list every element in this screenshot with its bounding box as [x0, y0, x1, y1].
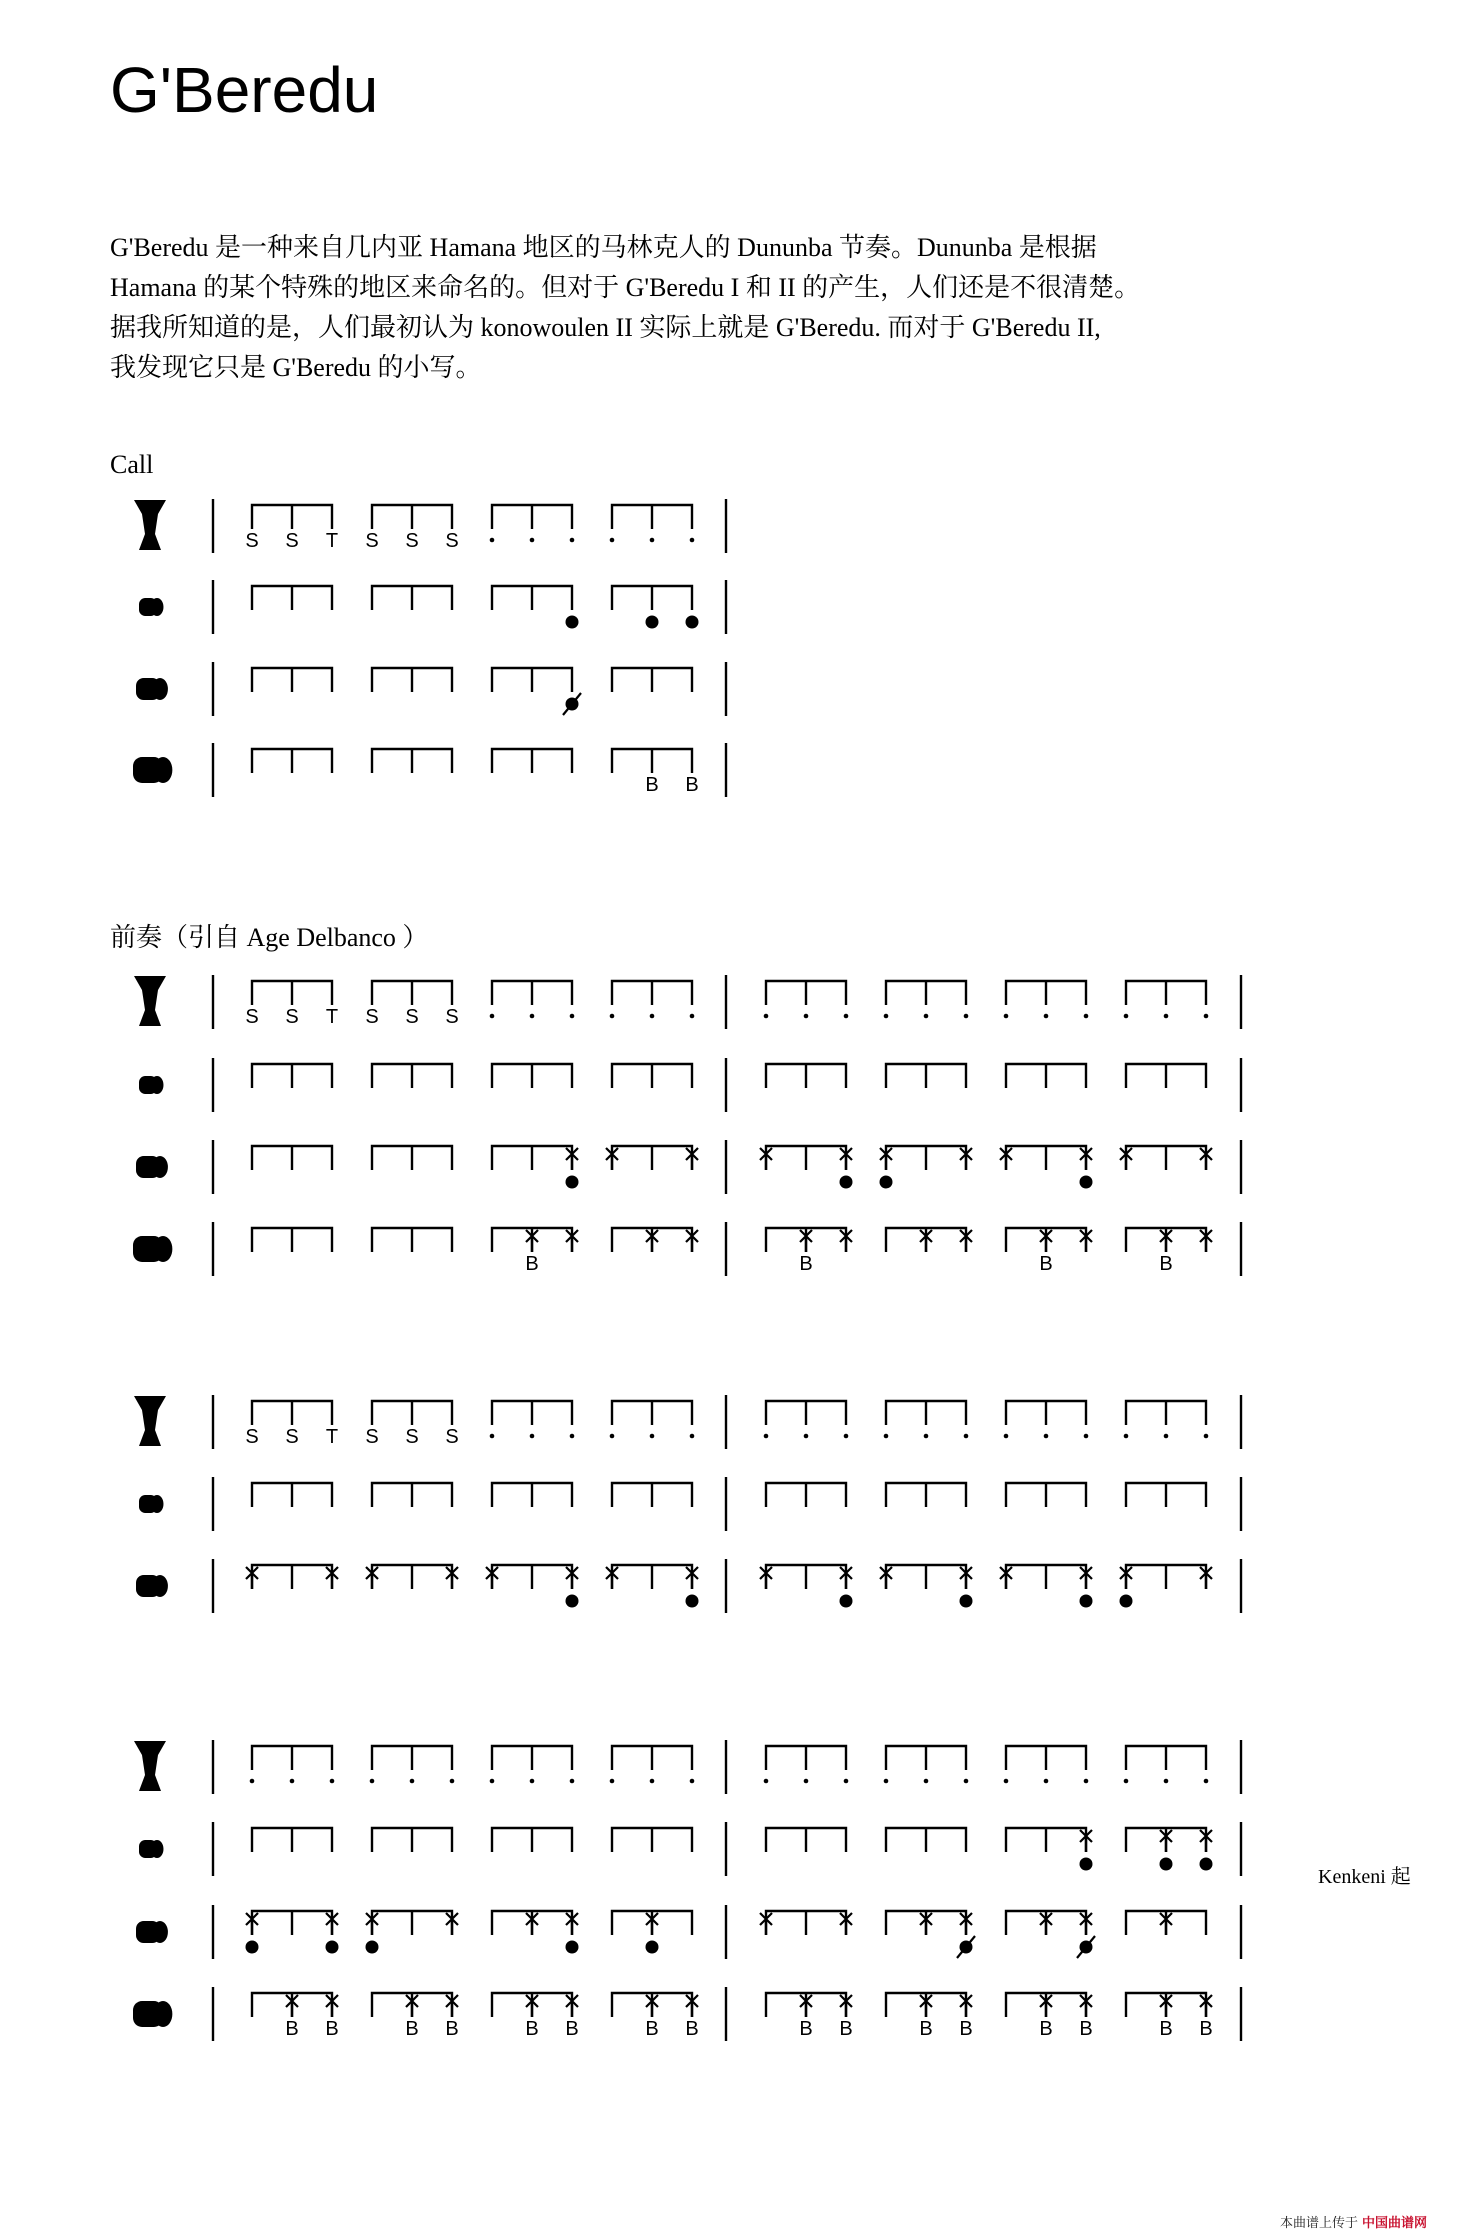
- rest-dot: [1044, 1014, 1049, 1019]
- rest-dot: [1124, 1779, 1129, 1784]
- stroke-label: B: [445, 2018, 459, 2040]
- beat-bracket: [372, 586, 452, 610]
- rest-dot: [530, 1779, 535, 1784]
- beat-bracket: [252, 1064, 332, 1088]
- beat-bracket: [492, 1483, 572, 1507]
- beat-bracket: [766, 1064, 846, 1088]
- stroke-label: S: [285, 1426, 299, 1448]
- rest-dot: [610, 1014, 615, 1019]
- stroke-label: S: [285, 1006, 299, 1028]
- beat-bracket: [492, 1146, 572, 1170]
- beat-bracket: [372, 1146, 452, 1170]
- beat-bracket: [612, 1401, 692, 1425]
- beat-bracket: [1006, 1401, 1086, 1425]
- beat-bracket: [612, 749, 692, 773]
- stroke-label: B: [325, 2018, 339, 2040]
- kenkeni-icon-head: [151, 1840, 164, 1858]
- intro-line: Hamana 的某个特殊的地区来命名的。但对于 G'Beredu I 和 II 的产生，人们还是不很清楚。: [110, 273, 1141, 302]
- beat-bracket: [612, 505, 692, 529]
- beat-bracket: [766, 1146, 846, 1170]
- open-drum-stroke: [960, 1595, 973, 1608]
- djembe-icon: [134, 976, 166, 1026]
- beat-bracket: [492, 1064, 572, 1088]
- rest-dot: [1164, 1014, 1169, 1019]
- intro-line: G'Beredu 是一种来自几内亚 Hamana 地区的马林克人的 Dununba 节奏。Dununba 是根据: [110, 233, 1097, 262]
- rest-dot: [1044, 1779, 1049, 1784]
- rest-dot: [610, 538, 615, 543]
- rest-dot: [924, 1779, 929, 1784]
- stroke-label: B: [565, 2018, 579, 2040]
- stroke-label: S: [405, 530, 419, 552]
- beat-bracket: [766, 1483, 846, 1507]
- beat-bracket: [252, 749, 332, 773]
- open-drum-stroke: [686, 1595, 699, 1608]
- stroke-label: S: [445, 1006, 459, 1028]
- stroke-label: S: [245, 1426, 259, 1448]
- rest-dot: [764, 1434, 769, 1439]
- beat-bracket: [252, 1911, 332, 1935]
- footer-brand: 中国曲谱网: [1362, 2216, 1428, 2231]
- rest-dot: [490, 1779, 495, 1784]
- beat-bracket: [1126, 1401, 1206, 1425]
- rest-dot: [610, 1434, 615, 1439]
- beat-bracket: [1006, 1146, 1086, 1170]
- open-drum-stroke: [566, 1941, 579, 1954]
- open-drum-stroke: [646, 616, 659, 629]
- stroke-label: B: [1159, 2018, 1173, 2040]
- rest-dot: [650, 1779, 655, 1784]
- stroke-label: B: [799, 1253, 813, 1275]
- rest-dot: [570, 1434, 575, 1439]
- beat-bracket: [1006, 1746, 1086, 1770]
- rest-dot: [1084, 1434, 1089, 1439]
- beat-bracket: [252, 1565, 332, 1589]
- beat-bracket: [372, 981, 452, 1005]
- open-drum-stroke: [566, 1595, 579, 1608]
- beat-bracket: [372, 668, 452, 692]
- stroke-label: B: [1079, 2018, 1093, 2040]
- beat-bracket: [1006, 1483, 1086, 1507]
- beat-bracket: [766, 1828, 846, 1852]
- rest-dot: [690, 1014, 695, 1019]
- stroke-label: B: [959, 2018, 973, 2040]
- sangban-icon-head: [152, 1575, 168, 1597]
- stroke-label: S: [365, 530, 379, 552]
- stroke-label: B: [839, 2018, 853, 2040]
- open-drum-stroke: [1200, 1858, 1213, 1871]
- stroke-label: B: [1199, 2018, 1213, 2040]
- rest-dot: [1164, 1779, 1169, 1784]
- open-drum-stroke: [1080, 1595, 1093, 1608]
- rest-dot: [1004, 1434, 1009, 1439]
- beat-bracket: [1126, 1746, 1206, 1770]
- beat-bracket: [886, 1565, 966, 1589]
- beat-bracket: [372, 505, 452, 529]
- page-title: G'Beredu: [110, 54, 379, 126]
- stroke-label: B: [525, 1253, 539, 1275]
- beat-bracket: [1006, 1565, 1086, 1589]
- beat-bracket: [372, 749, 452, 773]
- rest-dot: [570, 538, 575, 543]
- stroke-label: T: [325, 1006, 339, 1028]
- rest-dot: [844, 1014, 849, 1019]
- stroke-label: S: [285, 530, 299, 552]
- beat-bracket: [612, 1565, 692, 1589]
- beat-bracket: [492, 586, 572, 610]
- beat-bracket: [886, 1064, 966, 1088]
- stroke-label: S: [445, 530, 459, 552]
- beat-bracket: [372, 1565, 452, 1589]
- rest-dot: [570, 1779, 575, 1784]
- open-drum-stroke: [566, 1176, 579, 1189]
- beat-bracket: [372, 1228, 452, 1252]
- stroke-label: B: [685, 2018, 699, 2040]
- open-drum-stroke: [1080, 1858, 1093, 1871]
- rest-dot: [964, 1779, 969, 1784]
- beat-bracket: [1006, 1064, 1086, 1088]
- rest-dot: [490, 1434, 495, 1439]
- beat-bracket: [612, 1828, 692, 1852]
- stroke-label: B: [1159, 1253, 1173, 1275]
- rest-dot: [570, 1014, 575, 1019]
- rest-dot: [330, 1779, 335, 1784]
- open-drum-stroke: [246, 1941, 259, 1954]
- rest-dot: [884, 1779, 889, 1784]
- djembe-icon: [134, 1741, 166, 1791]
- kenkeni-start-note: Kenkeni 起: [1318, 1866, 1411, 1888]
- kenkeni-icon-head: [151, 1076, 164, 1094]
- open-drum-stroke: [1080, 1176, 1093, 1189]
- stroke-label: B: [525, 2018, 539, 2040]
- beat-bracket: [766, 1565, 846, 1589]
- section-label-call: Call: [110, 450, 154, 479]
- beat-bracket: [372, 1828, 452, 1852]
- rest-dot: [650, 1014, 655, 1019]
- open-drum-stroke: [366, 1941, 379, 1954]
- beat-bracket: [886, 981, 966, 1005]
- beat-bracket: [252, 1228, 332, 1252]
- beat-bracket: [886, 1828, 966, 1852]
- beat-bracket: [612, 1483, 692, 1507]
- beat-bracket: [252, 1746, 332, 1770]
- beat-bracket: [252, 1828, 332, 1852]
- rest-dot: [530, 1434, 535, 1439]
- rest-dot: [844, 1779, 849, 1784]
- rest-dot: [690, 1779, 695, 1784]
- stroke-label: B: [1039, 1253, 1053, 1275]
- rest-dot: [450, 1779, 455, 1784]
- beat-bracket: [886, 1483, 966, 1507]
- beat-bracket: [612, 1064, 692, 1088]
- rest-dot: [1044, 1434, 1049, 1439]
- beat-bracket: [1006, 1828, 1086, 1852]
- beat-bracket: [492, 749, 572, 773]
- stroke-label: S: [405, 1426, 419, 1448]
- rest-dot: [1124, 1014, 1129, 1019]
- beat-bracket: [1126, 1146, 1206, 1170]
- rest-dot: [764, 1779, 769, 1784]
- beat-bracket: [612, 1146, 692, 1170]
- rest-dot: [804, 1434, 809, 1439]
- open-drum-stroke: [840, 1595, 853, 1608]
- beat-bracket: [766, 1401, 846, 1425]
- beat-bracket: [372, 1746, 452, 1770]
- rest-dot: [1084, 1014, 1089, 1019]
- kenkeni-icon-head: [151, 1495, 164, 1513]
- rest-dot: [410, 1779, 415, 1784]
- sangban-icon-head: [152, 1156, 168, 1178]
- dununba-icon-head: [154, 1236, 173, 1262]
- beat-bracket: [372, 1401, 452, 1425]
- rest-dot: [844, 1434, 849, 1439]
- intro-line: 我发现它只是 G'Beredu 的小写。: [110, 353, 482, 382]
- beat-bracket: [372, 1064, 452, 1088]
- open-drum-stroke: [1160, 1858, 1173, 1871]
- rest-dot: [1204, 1434, 1209, 1439]
- rest-dot: [884, 1014, 889, 1019]
- beat-bracket: [612, 981, 692, 1005]
- rest-dot: [1124, 1434, 1129, 1439]
- beat-bracket: [1126, 1565, 1206, 1589]
- stroke-label: B: [405, 2018, 419, 2040]
- stroke-label: T: [325, 1426, 339, 1448]
- beat-bracket: [492, 1401, 572, 1425]
- rest-dot: [650, 1434, 655, 1439]
- beat-bracket: [1126, 1064, 1206, 1088]
- beat-bracket: [252, 981, 332, 1005]
- beat-bracket: [612, 668, 692, 692]
- beat-bracket: [252, 1483, 332, 1507]
- intro-line: 据我所知道的是，人们最初认为 konowoulen II 实际上就是 G'Beredu. 而对于 G'Beredu II,: [110, 313, 1101, 342]
- kenkeni-icon-head: [151, 598, 164, 616]
- beat-bracket: [1126, 981, 1206, 1005]
- stroke-label: B: [799, 2018, 813, 2040]
- stroke-label: S: [245, 1006, 259, 1028]
- section-label-intro: 前奏（引自 Age Delbanco ）: [110, 923, 429, 952]
- beat-bracket: [252, 668, 332, 692]
- sangban-icon-head: [152, 1921, 168, 1943]
- beat-bracket: [612, 1746, 692, 1770]
- rest-dot: [490, 1014, 495, 1019]
- rest-dot: [804, 1014, 809, 1019]
- rest-dot: [1204, 1014, 1209, 1019]
- open-drum-stroke: [1120, 1595, 1133, 1608]
- rest-dot: [804, 1779, 809, 1784]
- open-drum-stroke: [326, 1941, 339, 1954]
- beat-bracket: [1126, 1483, 1206, 1507]
- dununba-icon-head: [154, 2001, 173, 2027]
- beat-bracket: [886, 1746, 966, 1770]
- beat-bracket: [886, 1401, 966, 1425]
- stroke-label: B: [685, 774, 699, 796]
- stroke-label: B: [285, 2018, 299, 2040]
- djembe-icon: [134, 1396, 166, 1446]
- rest-dot: [690, 1434, 695, 1439]
- stroke-label: S: [245, 530, 259, 552]
- beat-bracket: [886, 1146, 966, 1170]
- rest-dot: [1164, 1434, 1169, 1439]
- beat-bracket: [252, 586, 332, 610]
- beat-bracket: [252, 1146, 332, 1170]
- rest-dot: [610, 1779, 615, 1784]
- rest-dot: [1004, 1014, 1009, 1019]
- stroke-label: S: [445, 1426, 459, 1448]
- rest-dot: [490, 538, 495, 543]
- djembe-icon: [134, 500, 166, 550]
- rest-dot: [690, 538, 695, 543]
- stroke-label: S: [365, 1426, 379, 1448]
- rest-dot: [924, 1434, 929, 1439]
- rest-dot: [1004, 1779, 1009, 1784]
- stroke-label: B: [919, 2018, 933, 2040]
- footer-text: 本曲谱上传于: [1280, 2216, 1359, 2231]
- open-drum-stroke: [646, 1941, 659, 1954]
- beat-bracket: [492, 1565, 572, 1589]
- beat-bracket: [492, 1828, 572, 1852]
- stroke-label: B: [645, 774, 659, 796]
- rest-dot: [964, 1434, 969, 1439]
- beat-bracket: [492, 1746, 572, 1770]
- stroke-label: S: [365, 1006, 379, 1028]
- stroke-label: T: [325, 530, 339, 552]
- open-drum-stroke: [566, 616, 579, 629]
- beat-bracket: [1006, 981, 1086, 1005]
- open-drum-stroke: [880, 1176, 893, 1189]
- rest-dot: [924, 1014, 929, 1019]
- rest-dot: [1084, 1779, 1089, 1784]
- rest-dot: [1204, 1779, 1209, 1784]
- rest-dot: [764, 1014, 769, 1019]
- rest-dot: [530, 1014, 535, 1019]
- rest-dot: [250, 1779, 255, 1784]
- rest-dot: [370, 1779, 375, 1784]
- open-drum-stroke: [840, 1176, 853, 1189]
- beat-bracket: [252, 1401, 332, 1425]
- beat-bracket: [252, 505, 332, 529]
- rest-dot: [530, 538, 535, 543]
- beat-bracket: [612, 586, 692, 610]
- beat-bracket: [492, 505, 572, 529]
- stroke-label: B: [645, 2018, 659, 2040]
- stroke-label: B: [1039, 2018, 1053, 2040]
- rest-dot: [964, 1014, 969, 1019]
- footer-credit: [1280, 2212, 1427, 2231]
- beat-bracket: [492, 668, 572, 692]
- stroke-label: S: [405, 1006, 419, 1028]
- rest-dot: [884, 1434, 889, 1439]
- dununba-icon-head: [154, 757, 173, 783]
- open-drum-stroke: [686, 616, 699, 629]
- beat-bracket: [766, 1746, 846, 1770]
- sangban-icon-head: [152, 678, 168, 700]
- rest-dot: [290, 1779, 295, 1784]
- beat-bracket: [766, 981, 846, 1005]
- beat-bracket: [766, 1911, 846, 1935]
- beat-bracket: [372, 1911, 452, 1935]
- rest-dot: [650, 538, 655, 543]
- beat-bracket: [492, 981, 572, 1005]
- beat-bracket: [372, 1483, 452, 1507]
